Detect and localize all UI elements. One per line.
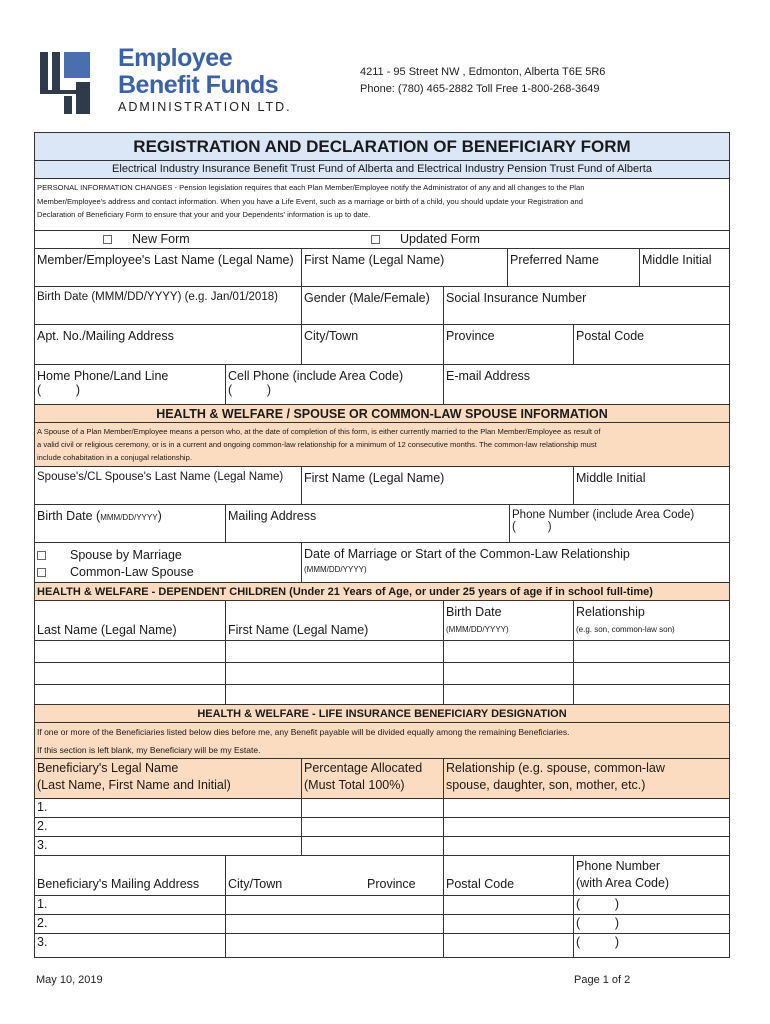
row-number: 2. xyxy=(37,819,48,833)
form-type-row xyxy=(35,231,729,249)
row-number: 3. xyxy=(37,935,48,949)
beneficiary-name-input[interactable] xyxy=(35,837,301,855)
row-number: 3. xyxy=(37,838,48,852)
beneficiary-mailing-input[interactable] xyxy=(35,915,225,933)
footer-date: May 10, 2019 xyxy=(36,974,103,986)
beneficiary-name-input[interactable] xyxy=(35,818,301,836)
beneficiary-relationship-header xyxy=(443,759,729,798)
member-cell-phone-label: Cell Phone (include Area Code) xyxy=(228,369,404,383)
member-name-row xyxy=(35,249,729,287)
beneficiary-relationship-input[interactable] xyxy=(443,818,729,836)
row-number: 1. xyxy=(37,800,48,814)
spouse-middle-initial-field[interactable] xyxy=(573,467,729,504)
spouse-by-marriage-checkbox[interactable] xyxy=(37,551,46,560)
new-form-checkbox[interactable] xyxy=(103,235,112,244)
row-number: 1. xyxy=(37,897,48,911)
registration-form xyxy=(34,132,730,958)
beneficiary-phone-label: Phone Number xyxy=(576,859,661,873)
spouse-section-heading: HEALTH & WELFARE / SPOUSE OR COMMON-LAW SPOUSE INFORMATION xyxy=(35,405,729,423)
children-section-heading: HEALTH & WELFARE - DEPENDENT CHILDREN (Under 21 Years of Age, or under 25 years of age if in school full-time) xyxy=(35,583,729,601)
beneficiary-address-header-row xyxy=(35,856,729,896)
common-law-checkbox[interactable] xyxy=(37,568,46,577)
child-row xyxy=(35,685,729,705)
member-province-field[interactable] xyxy=(443,325,573,364)
member-preferred-label: Preferred Name xyxy=(510,253,599,267)
logo-text-employee: Employee xyxy=(118,44,233,72)
beneficiary-postal-label: Postal Code xyxy=(446,877,515,891)
address-phone: Phone: (780) 465-2882 Toll Free 1-800-268-3649 xyxy=(360,83,600,95)
beneficiary-mailing-header xyxy=(35,856,225,895)
member-birth-label: Birth Date (MMM/DD/YYYY) (e.g. Jan/01/2018) xyxy=(37,291,278,303)
form-subtitle: Electrical Industry Insurance Benefit Trust Fund of Alberta and Electrical Industry Pension Trust Fund of Alberta xyxy=(35,161,729,179)
spouse-para-line: a valid civil or religious ceremony, or is in a current and ongoing common-law relationship for a minimum of 12 consecutive months. The common-law relationship must xyxy=(37,440,597,449)
spouse-middle-label: Middle Initial xyxy=(576,471,646,485)
child-last-name-input[interactable] xyxy=(35,663,225,684)
spouse-birth-label: Birth Date ( xyxy=(37,509,101,523)
spouse-name-row xyxy=(35,467,729,505)
beneficiary-city-header xyxy=(225,856,365,895)
children-header-row xyxy=(35,601,729,641)
cell-phone-area: ( ) xyxy=(228,383,272,397)
member-address-row xyxy=(35,325,729,365)
home-phone-area: ( ) xyxy=(37,383,81,397)
logo-text-admin: ADMINISTRATION LTD. xyxy=(118,100,292,114)
beneficiary-row xyxy=(35,837,729,856)
child-relationship-input[interactable] xyxy=(573,663,729,684)
child-last-name-label: Last Name (Legal Name) xyxy=(37,623,177,637)
spouse-type-options xyxy=(35,543,301,582)
spouse-last-name-label: Spouse's/CL Spouse's Last Name (Legal Name) xyxy=(37,471,284,483)
member-apt-label: Apt. No./Mailing Address xyxy=(37,329,174,343)
child-first-name-input[interactable] xyxy=(225,663,443,684)
footer-page-number: Page 1 of 2 xyxy=(574,974,631,986)
new-form-label: New Form xyxy=(132,232,190,246)
beneficiary-name-sublabel: (Last Name, First Name and Initial) xyxy=(37,778,231,792)
member-middle-initial-field[interactable] xyxy=(639,249,729,286)
beneficiary-province-header xyxy=(365,856,443,895)
beneficiary-postal-input[interactable] xyxy=(443,934,573,957)
phone-area: ( ) xyxy=(576,935,620,949)
logo-bar-icon xyxy=(52,52,60,90)
beneficiary-mailing-input[interactable] xyxy=(35,934,225,957)
phone-area: ( ) xyxy=(576,916,620,930)
beneficiary-phone-input[interactable] xyxy=(573,915,729,933)
beneficiary-relationship-sublabel: spouse, daughter, son, mother, etc.) xyxy=(446,778,646,792)
member-sin-label: Social Insurance Number xyxy=(446,291,587,305)
logo-text-benefit-funds: Benefit Funds xyxy=(118,71,279,99)
member-postal-label: Postal Code xyxy=(576,329,645,343)
child-birth-input[interactable] xyxy=(443,685,573,704)
member-birth-date-field[interactable] xyxy=(35,287,301,324)
beneficiary-postal-input[interactable] xyxy=(443,896,573,914)
beneficiary-address-row xyxy=(35,934,729,957)
member-home-phone-field[interactable] xyxy=(35,365,225,404)
beneficiary-phone-sublabel: (with Area Code) xyxy=(576,876,670,890)
spouse-by-marriage-label: Spouse by Marriage xyxy=(70,548,182,562)
beneficiary-name-label: Beneficiary's Legal Name xyxy=(37,761,179,775)
beneficiary-phone-input[interactable] xyxy=(573,896,729,914)
child-first-name-header xyxy=(225,601,443,640)
percentage-input[interactable] xyxy=(301,818,443,836)
child-birth-input[interactable] xyxy=(443,641,573,662)
child-first-name-input[interactable] xyxy=(225,685,443,704)
life-notice-line: If one or more of the Beneficiaries listed below dies before me, any Benefit payable will be divided equally among the remaining Beneficiaries. xyxy=(37,727,570,737)
notice-line: PERSONAL INFORMATION CHANGES - Pension legislation requires that each Plan Member/Employee notify the Administrator of any and all changes to the Plan xyxy=(37,183,585,192)
date-of-marriage-format: (MMM/DD/YYYY) xyxy=(304,565,367,574)
child-row xyxy=(35,663,729,685)
spouse-first-name-field[interactable] xyxy=(301,467,573,504)
member-first-name-label: First Name (Legal Name) xyxy=(304,253,445,267)
common-law-label: Common-Law Spouse xyxy=(70,565,194,579)
logo-square-icon xyxy=(64,52,90,78)
logo-bar-icon xyxy=(64,96,72,114)
child-last-name-header xyxy=(35,601,225,640)
percentage-input[interactable] xyxy=(301,799,443,817)
beneficiary-city-input[interactable] xyxy=(225,896,443,914)
updated-form-label: Updated Form xyxy=(400,232,480,246)
spouse-para-line: A Spouse of a Plan Member/Employee means a person who, at the date of completion of this form, is either currently married to the Plan Member/Employee as result of xyxy=(37,427,601,436)
new-form-option[interactable] xyxy=(101,228,192,246)
child-relationship-input[interactable] xyxy=(573,641,729,662)
beneficiary-header-row xyxy=(35,759,729,799)
child-relationship-input[interactable] xyxy=(573,685,729,704)
member-cell-phone-field[interactable] xyxy=(225,365,443,404)
notice-line: Member/Employee's address and contact information. When you have a Life Event, such as a marriage or birth of a child, you should update your Registration and xyxy=(37,196,583,206)
personal-info-notice xyxy=(35,179,729,231)
company-address xyxy=(360,64,605,98)
beneficiary-postal-input[interactable] xyxy=(443,915,573,933)
beneficiary-relationship-input[interactable] xyxy=(443,837,729,855)
date-of-marriage-label: Date of Marriage or Start of the Common-Law Relationship xyxy=(304,547,630,561)
member-apt-field[interactable] xyxy=(35,325,301,364)
spouse-para-line: include cohabitation in a conjugal relationship. xyxy=(37,453,192,462)
logo-bar-icon xyxy=(76,82,90,114)
member-last-name-label: Member/Employee's Last Name (Legal Name) xyxy=(37,253,294,267)
beneficiary-relationship-input[interactable] xyxy=(443,799,729,817)
life-notice xyxy=(35,723,729,759)
spouse-birth-format: MMM/DD/YYYY xyxy=(100,513,158,522)
member-last-name-field[interactable] xyxy=(35,249,301,286)
spouse-last-name-field[interactable] xyxy=(35,467,301,504)
percentage-sublabel: (Must Total 100%) xyxy=(304,778,405,792)
percentage-header xyxy=(301,759,443,798)
child-last-name-input[interactable] xyxy=(35,685,225,704)
beneficiary-relationship-label: Relationship (e.g. spouse, common-law xyxy=(446,761,665,775)
spouse-birth-date-field[interactable] xyxy=(35,505,225,542)
spouse-mailing-label: Mailing Address xyxy=(228,509,317,523)
common-law-option[interactable] xyxy=(37,564,299,581)
updated-form-checkbox[interactable] xyxy=(371,235,380,244)
spouse-phone-label: Phone Number (include Area Code) xyxy=(512,509,695,521)
beneficiary-address-row xyxy=(35,915,729,934)
company-logo xyxy=(40,46,320,116)
member-phone-row xyxy=(35,365,729,405)
member-home-phone-label: Home Phone/Land Line xyxy=(37,369,169,383)
child-birth-input[interactable] xyxy=(443,663,573,684)
spouse-type-row xyxy=(35,543,729,583)
member-gender-label: Gender (Male/Female) xyxy=(304,291,430,305)
member-gender-field[interactable] xyxy=(301,287,443,324)
row-number: 2. xyxy=(37,916,48,930)
beneficiary-phone-input[interactable] xyxy=(573,934,729,957)
updated-form-option[interactable] xyxy=(369,228,482,246)
beneficiary-city-label: City/Town xyxy=(228,877,283,891)
date-of-marriage-field[interactable] xyxy=(301,543,729,582)
spouse-definition xyxy=(35,423,729,467)
member-email-field[interactable] xyxy=(443,365,729,404)
member-city-label: City/Town xyxy=(304,329,359,343)
child-first-name-label: First Name (Legal Name) xyxy=(228,623,369,637)
child-birth-header xyxy=(443,601,573,640)
spouse-birth-row xyxy=(35,505,729,543)
child-last-name-input[interactable] xyxy=(35,641,225,662)
beneficiary-city-input[interactable] xyxy=(225,915,443,933)
address-street: 4211 - 95 Street NW , Edmonton, Alberta T6E 5R6 xyxy=(360,66,606,78)
child-row xyxy=(35,641,729,663)
life-notice-line: If this section is left blank, my Beneficiary will be my Estate. xyxy=(37,745,261,755)
spouse-phone-field[interactable] xyxy=(509,505,729,542)
percentage-input[interactable] xyxy=(301,837,443,855)
child-first-name-input[interactable] xyxy=(225,641,443,662)
beneficiary-mailing-label: Beneficiary's Mailing Address xyxy=(37,877,200,891)
member-sin-field[interactable] xyxy=(443,287,729,324)
beneficiary-row xyxy=(35,818,729,837)
beneficiary-postal-header xyxy=(443,856,573,895)
member-middle-label: Middle Initial xyxy=(642,253,712,267)
beneficiary-name-header xyxy=(35,759,301,798)
life-section-heading: HEALTH & WELFARE - LIFE INSURANCE BENEFICIARY DESIGNATION xyxy=(35,705,729,723)
spouse-mailing-field[interactable] xyxy=(225,505,509,542)
member-email-label: E-mail Address xyxy=(446,369,531,383)
beneficiary-name-input[interactable] xyxy=(35,799,301,817)
child-birth-label: Birth Date xyxy=(446,605,502,619)
form-title: REGISTRATION AND DECLARATION OF BENEFICIARY FORM xyxy=(35,133,729,161)
child-birth-format: (MMM/DD/YYYY) xyxy=(446,625,509,634)
beneficiary-phone-header xyxy=(573,856,729,895)
member-province-label: Province xyxy=(446,329,495,343)
beneficiary-address-row xyxy=(35,896,729,915)
member-city-field[interactable] xyxy=(301,325,443,364)
phone-area: ( ) xyxy=(576,897,620,911)
logo-bar-icon xyxy=(40,52,48,90)
child-relationship-label: Relationship xyxy=(576,605,645,619)
member-preferred-name-field[interactable] xyxy=(507,249,639,286)
member-postal-field[interactable] xyxy=(573,325,729,364)
child-relationship-header xyxy=(573,601,729,640)
beneficiary-province-label: Province xyxy=(367,877,416,891)
member-first-name-field[interactable] xyxy=(301,249,507,286)
beneficiary-city-input[interactable] xyxy=(225,934,443,957)
notice-line: Declaration of Beneficiary Form to ensure that your and your Dependents' information is up to date. xyxy=(37,210,371,219)
member-birth-row xyxy=(35,287,729,325)
spouse-phone-area: ( ) xyxy=(512,521,552,533)
spouse-first-name-label: First Name (Legal Name) xyxy=(304,471,445,485)
spouse-by-marriage-option[interactable] xyxy=(37,547,299,564)
spouse-birth-close: ) xyxy=(157,509,162,523)
beneficiary-row xyxy=(35,799,729,818)
beneficiary-mailing-input[interactable] xyxy=(35,896,225,914)
percentage-label: Percentage Allocated xyxy=(304,761,423,775)
child-relationship-example: (e.g. son, common-law son) xyxy=(576,625,675,634)
